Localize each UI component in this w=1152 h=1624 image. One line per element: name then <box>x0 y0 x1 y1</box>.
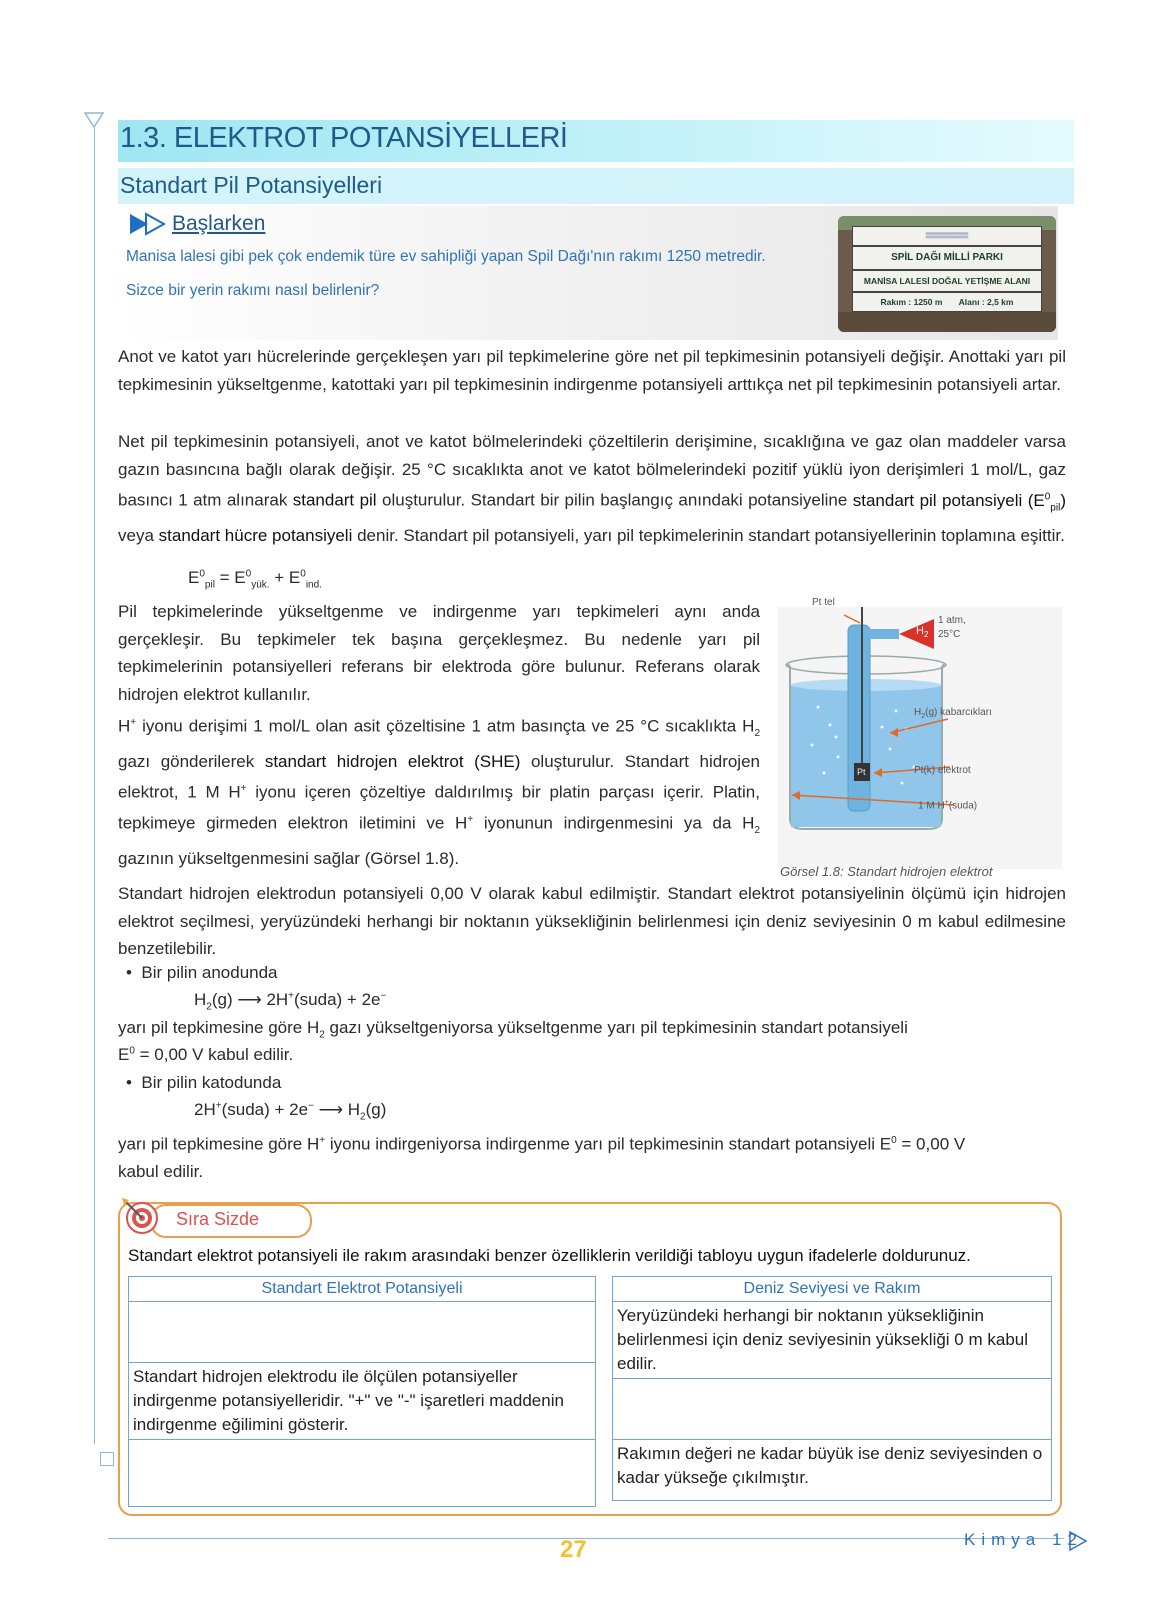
exercise-tab-label: Sıra Sizde <box>176 1209 260 1229</box>
table-left-cell-1[interactable] <box>129 1302 596 1363</box>
label-pt-plate: Pt <box>857 767 866 777</box>
paragraph-3: Pil tepkimelerinde yükseltgenme ve indirgenme yarı tepkimeleri aynı anda gerçekleşir. Bu tepkimeler tek başına gerçekleşmez. Bu nedenle yarı pil tepkimelerinin potansiyelleri referans bir elektroda göre bulunur. Referans olarak hidrojen elektrot kullanılır. <box>118 602 760 704</box>
label-pt-electrode: Pt(k) elektrot <box>914 765 971 776</box>
frame-corner-square <box>100 1452 114 1466</box>
bullet-dot: • <box>126 1073 142 1092</box>
hydrogen-electrode-diagram <box>778 597 1062 869</box>
paragraph-4: H+ iyonu derişimi 1 mol/L olan asit çözeltisine 1 atm basınçta ve 25 °C sıcaklıkta $H_2$ gazı gönderilerek standart hidrojen elektrot (SHE) oluşturulur. Standart hidrojen elektrot, 1 M H+ iyonu içeren çözeltiye daldırılmış bir platin parçası içerir. Platin, tepkimeye girmeden elektron iletimini ve H+ iyonunun indirgenmesini ya da $H_2$ gazının yükseltgenmesini sağlar (Görsel 1.8). <box>118 716 761 868</box>
footer-arrow-icon <box>1068 1530 1088 1552</box>
sign-altitude: Rakım : 1250 m <box>880 297 943 307</box>
paragraph-2: Net pil tepkimesinin potansiyeli, anot ve katot bölmelerindeki çözeltilerin derişimine, sıcaklığına ve gaz olan maddeler varsa gazın basıncına bağlı olarak değişir. 25 °C sıcaklıkta anot ve katot bölmelerindeki pozitif yüklü iyon derişimleri 1 mol/L, gaz basıncı 1 atm alınarak standart pil oluşturulur. Standart bir pilin başlangıç anındaki potansiyeline standart pil potansiyeli $(E^0_{pil})$ veya standart hücre potansiyeli denir. Standart pil potansiyeli, yarı pil tepkimelerinin standart potansiyellerinin toplamına eşittir. <box>118 432 1066 545</box>
starter-text: Manisa lalesi gibi pek çok endemik türe ev sahipliği yapan Spil Dağı'nın rakımı 1250 metredir. <box>126 248 766 265</box>
subsection-title: Standart Pil Potansiyelleri <box>120 172 383 198</box>
reaction-cathode: 2H+(suda) + 2e− ⟶ $H_2(g)$ <box>194 1100 387 1123</box>
national-park-sign-photo: ▒▒▒▒▒▒▒▒▒▒ SPİL DAĞI MİLLİ PARKI MANİSA LALESİ DOĞAL YETİŞME ALANI Rakım : 1250 m Alanı : 2,5 km <box>838 216 1056 332</box>
reaction-anode: $H_2(g)$ ⟶ 2H+(suda) + 2e− <box>194 990 387 1013</box>
starter-label: Başlarken <box>172 212 266 235</box>
frame-triangle-icon <box>84 112 104 128</box>
target-icon <box>120 1196 160 1236</box>
label-pt-wire: Pt tel <box>812 597 835 608</box>
label-condition-temp: 25°C <box>938 629 961 640</box>
starter-question: Sizce bir yerin rakımı nasıl belirlenir? <box>126 282 380 299</box>
paragraph-5: Standart hidrojen elektrodun potansiyeli 0,00 V olarak kabul edilmiştir. Standart elektrot potansiyelinin ölçümü için hidrojen elektrot seçilmesi, yeryüzündeki herhangi bir noktanın yüksekliğinin belirlenmesi için deniz seviyesinin 0 m kabul edilmesine benzetilebilir. <box>118 884 1066 958</box>
label-h2-gas: $H_2$ <box>916 625 929 640</box>
sign-line-3 <box>852 292 1042 312</box>
page-frame-line <box>94 128 95 1444</box>
table-right-cell-2[interactable] <box>613 1379 1052 1440</box>
term-standard-hucre-potential: standart hücre potansiyeli <box>158 525 353 545</box>
term-she: standart hidrojen elektrot (SHE) <box>264 751 521 771</box>
diagram-caption: Görsel 1.8: Standart hidrojen elektrot <box>780 864 993 879</box>
table-right-cell-1[interactable]: Yeryüzündeki herhangi bir noktanın yüksekliğinin belirlenmesi için deniz seviyesinin yüksekliği 0 m kabul edilir. <box>613 1302 1052 1379</box>
section-title: 1.3. ELEKTROT POTANSİYELLERİ <box>120 122 568 154</box>
bullet-cathode: • Bir pilin katodunda <box>126 1073 282 1092</box>
page-number: 27 <box>560 1536 587 1563</box>
exercise-question: Standart elektrot potansiyeli ile rakım arasındaki benzer özelliklerin verildiği tabloyu uygun ifadelerle doldurunuz. <box>128 1246 971 1265</box>
label-solution: 1 M H+(suda) <box>918 799 978 812</box>
table-sea-level <box>612 1276 1052 1501</box>
term-standard-cell: standart pil <box>292 490 377 510</box>
anode-explanation: yarı pil tepkimesine göre $H_2$ gazı yükseltgeniyorsa yükseltgenme yarı pil tepkimesinin standart potansiyeli <box>118 1018 908 1041</box>
sign-line-1: SPİL DAĞI MİLLİ PARKI <box>852 246 1042 270</box>
anode-potential: $E^0 = 0,00$ V kabul edilir. <box>118 1045 294 1064</box>
table-electrode-potential <box>128 1276 596 1507</box>
book-title: Kimya 12 <box>964 1530 1083 1549</box>
table-left-cell-3[interactable] <box>129 1440 596 1507</box>
sign-area: Alanı : 2,5 km <box>958 297 1014 307</box>
sign-line-2: MANİSA LALESİ DOĞAL YETİŞME ALANI <box>852 270 1042 292</box>
cathode-explanation: yarı pil tepkimesine göre H+ iyonu indirgeniyorsa indirgenme yarı pil tepkimesinin standart potansiyeli $E^0 = 0,00$ V kabul edilir. <box>118 1134 966 1182</box>
table-right-cell-3[interactable]: Rakımın değeri ne kadar büyük ise deniz seviyesinden o kadar yükseğe çıkılmıştır. <box>613 1440 1052 1501</box>
term-standard-cell-potential: standart pil potansiyeli $(E^0_{pil})$ <box>852 490 1066 514</box>
table-header-right: Deniz Seviyesi ve Rakım <box>613 1277 1052 1302</box>
table-header-left: Standart Elektrot Potansiyeli <box>129 1277 596 1302</box>
equation-cell-potential: $E^0_{pil} = E^0_{yük.} + E^0_{ind.}$ <box>188 568 322 591</box>
label-condition-atm: 1 atm, <box>938 615 966 626</box>
table-left-cell-2[interactable]: Standart hidrojen elektrodu ile ölçülen potansiyeller indirgenme potansiyelleridir. "+" ve "-" işaretleri maddenin indirgenme eğilimini gösterir. <box>129 1363 596 1440</box>
paragraph-1: Anot ve katot yarı hücrelerinde gerçekleşen yarı pil tepkimelerine göre net pil tepkimesinin potansiyeli değişir. Anottaki yarı pil tepkimesinin yükseltgenme, katottaki yarı pil tepkimesinin indirgenme potansiyeli arttıkça net pil tepkimesinin potansiyeli artar. <box>118 347 1066 394</box>
label-h2-bubbles: $H_2(g)$ kabarcıkları <box>914 707 992 720</box>
hydrogen-electrode-drawing <box>778 607 1062 869</box>
bullet-dot: • <box>126 963 142 982</box>
double-arrow-icon <box>128 212 172 236</box>
bullet-anode: • Bir pilin anodunda <box>126 963 278 982</box>
